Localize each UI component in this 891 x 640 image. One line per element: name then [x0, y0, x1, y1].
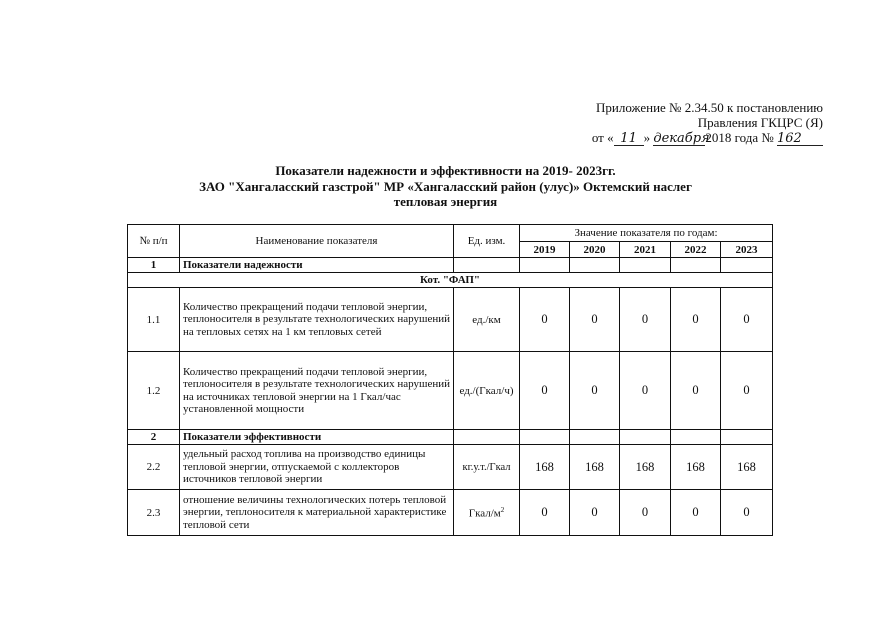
value-2022: 168: [671, 445, 721, 490]
header-unit: Ед. изм.: [454, 225, 520, 258]
subsection-title: Кот. "ФАП": [128, 273, 773, 288]
row-name: отношение величины технологических потерь тепловой энергии, теплоносителя к материальной характеристике тепловой сети: [180, 490, 454, 536]
value-2021: 168: [620, 445, 671, 490]
value-2021: 0: [620, 288, 671, 352]
table-row: [128, 352, 773, 430]
appendix-line: Приложение № 2.34.50 к постановлению: [596, 100, 823, 115]
handwritten-number: 162: [777, 132, 823, 146]
decree-date-line: от « 11 » декабря2018 года № 162: [592, 130, 823, 146]
value-2020: 0: [570, 352, 620, 430]
value-2022: 0: [671, 288, 721, 352]
subsection-row: [128, 273, 773, 288]
value-2023: 0: [721, 490, 773, 536]
handwritten-month: декабря: [653, 131, 710, 146]
row-no: 2.2: [128, 445, 180, 490]
section-title: Показатели надежности: [180, 258, 454, 273]
value-2020: 0: [570, 490, 620, 536]
row-name: Количество прекращений подачи тепловой энергии, теплоносителя в результате технологических нарушений на источниках тепловой энергии на 1 Гкал/час установленной мощности: [180, 352, 454, 430]
row-no: 1.2: [128, 352, 180, 430]
value-2021: 0: [620, 352, 671, 430]
header-values: Значение показателя по годам:: [520, 225, 773, 242]
header-no: № п/п: [128, 225, 180, 258]
row-unit: ед./км: [454, 288, 520, 352]
row-no: 2.3: [128, 490, 180, 536]
row-name: Количество прекращений подачи тепловой энергии, теплоносителя в результате технологических нарушений на тепловых сетях на 1 км тепловых сетей: [180, 288, 454, 352]
document-header: [592, 100, 823, 146]
value-2022: 0: [671, 490, 721, 536]
indicators-table: [127, 224, 773, 536]
title-line-3: тепловая энергия: [393, 194, 498, 209]
value-2022: 0: [671, 352, 721, 430]
value-2023: 0: [721, 288, 773, 352]
value-2019: 0: [520, 352, 570, 430]
year-2020: 2020: [570, 242, 620, 258]
section-no: 2: [128, 430, 180, 445]
row-name: удельный расход топлива на производство единицы тепловой энергии, отпускаемой с коллекторов источников тепловой энергии: [180, 445, 454, 490]
row-unit: кг.у.т./Гкал: [454, 445, 520, 490]
year-2022: 2022: [671, 242, 721, 258]
row-unit: ед./(Гкал/ч): [454, 352, 520, 430]
authority-line: Правления ГКЦРС (Я): [697, 115, 823, 130]
table-row: [128, 445, 773, 490]
year-2019: 2019: [520, 242, 570, 258]
document-title: [0, 163, 891, 210]
value-2020: 0: [570, 288, 620, 352]
table-row: [128, 288, 773, 352]
section-row-efficiency: [128, 430, 773, 445]
value-2020: 168: [570, 445, 620, 490]
row-unit: Гкал/$м^2$: [454, 490, 520, 536]
value-2023: 0: [721, 352, 773, 430]
row-no: 1.1: [128, 288, 180, 352]
table-header-row: [128, 225, 773, 242]
year-2023: 2023: [721, 242, 773, 258]
handwritten-day: 11: [614, 132, 644, 146]
section-title: Показатели эффективности: [180, 430, 454, 445]
title-line-2: ЗАО "Хангаласский газстрой" МР «Хангаласский район (улус)» Октемский наслег: [199, 178, 692, 194]
value-2019: 168: [520, 445, 570, 490]
table-row: [128, 490, 773, 536]
section-no: 1: [128, 258, 180, 273]
value-2019: 0: [520, 490, 570, 536]
year-2021: 2021: [620, 242, 671, 258]
section-row-reliability: [128, 258, 773, 273]
title-line-1: Показатели надежности и эффективности на 2019- 2023гг.: [275, 163, 616, 178]
value-2023: 168: [721, 445, 773, 490]
value-2021: 0: [620, 490, 671, 536]
value-2019: 0: [520, 288, 570, 352]
header-name: Наименование показателя: [180, 225, 454, 258]
